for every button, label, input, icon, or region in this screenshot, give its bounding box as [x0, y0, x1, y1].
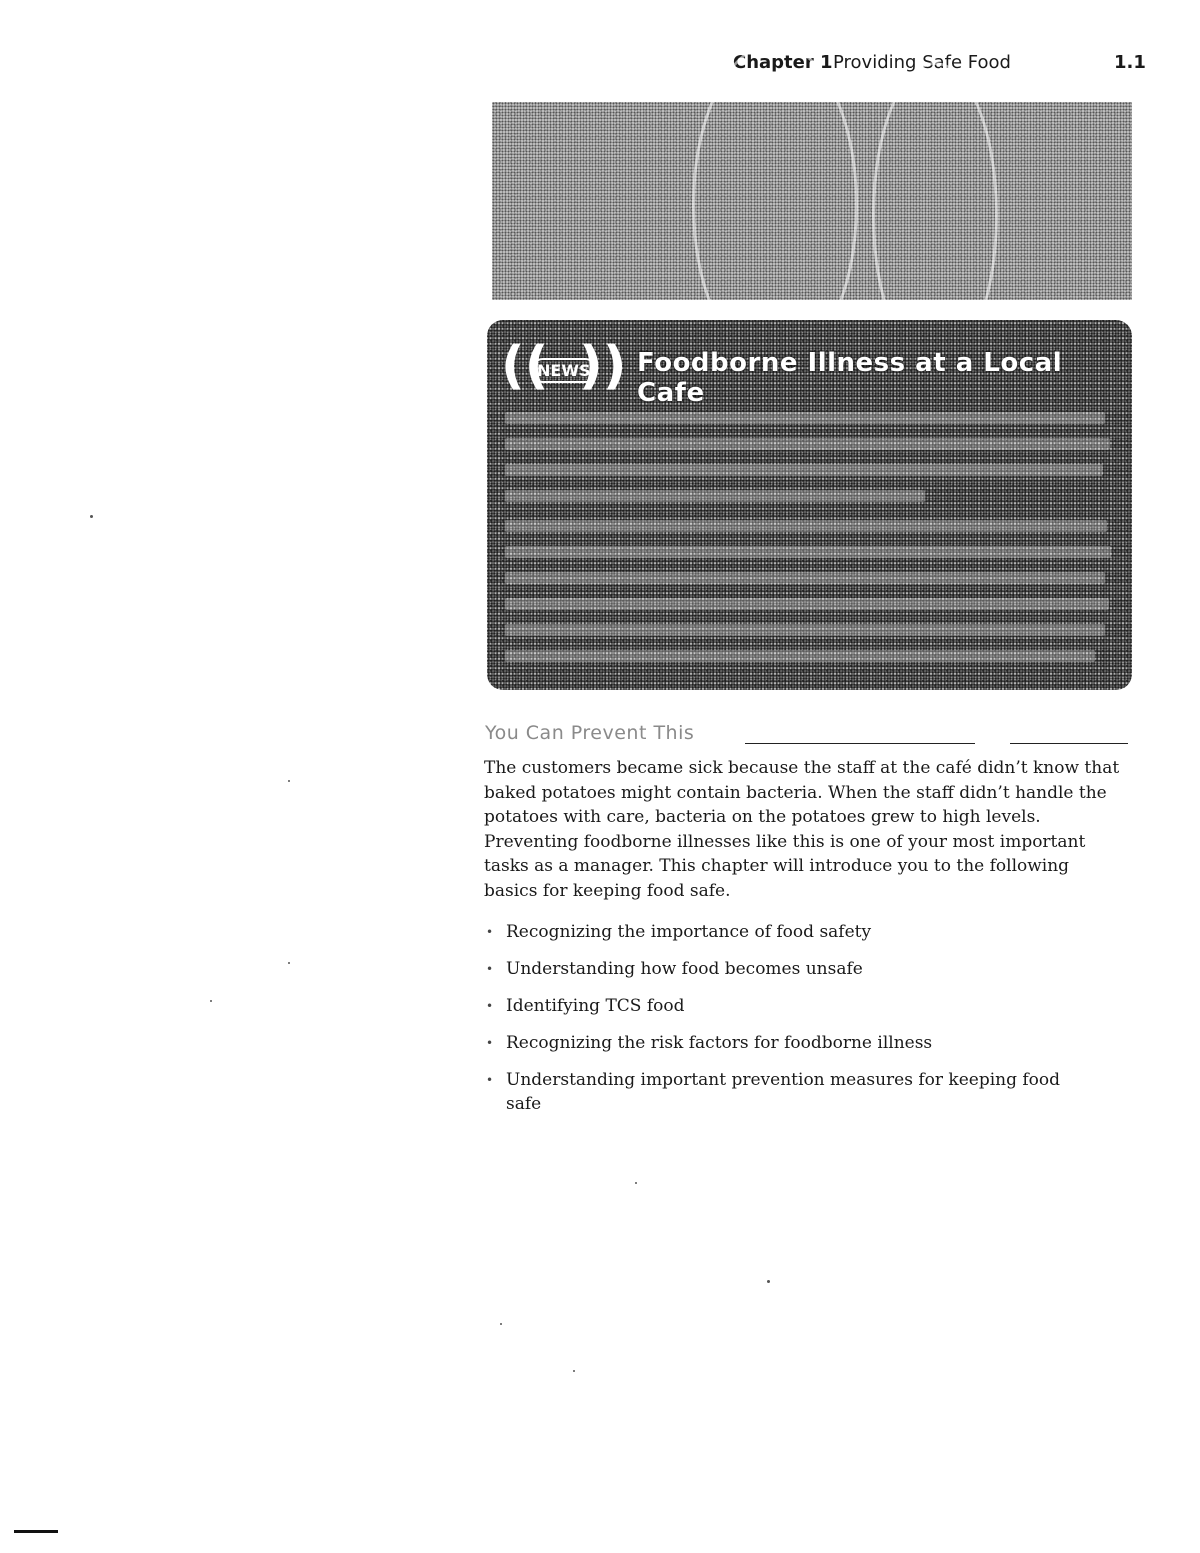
scan-speck	[635, 1182, 637, 1184]
bullet-icon: •	[486, 1036, 494, 1050]
list-item: • Understanding important prevention measures for keeping food safe	[486, 1070, 1061, 1114]
scan-speck	[288, 780, 290, 782]
intro-paragraph: The customers became sick because the staff at the café didn’t know that baked potatoes might contain bacteria. When the staff didn’t handle the potatoes with care, bacteria on the potatoes grew to high levels. Preventing foodborne illnesses like this is one of your most important tasks as a manager. This chapter will introduce you to the following basics for keeping food safe.	[484, 758, 1120, 901]
scan-speck	[767, 1280, 770, 1283]
bullet-icon: •	[486, 962, 494, 976]
news-text-line	[505, 624, 1105, 636]
scan-speck	[500, 1323, 502, 1325]
scan-speck	[288, 962, 290, 964]
scan-speck	[573, 1370, 575, 1372]
page-number: 1.1	[1114, 52, 1146, 73]
list-item: • Recognizing the risk factors for foodborne illness	[486, 1033, 933, 1053]
news-text-line	[505, 520, 1107, 532]
news-text-line	[505, 572, 1105, 584]
bullet-icon: •	[486, 999, 494, 1013]
scan-mark	[14, 1530, 58, 1533]
news-text-line	[505, 438, 1110, 450]
news-text-line	[505, 464, 1103, 476]
list-item: • Recognizing the importance of food safety	[486, 922, 872, 942]
news-icon: (( NEWS ))	[501, 336, 627, 396]
news-text-line	[505, 650, 1095, 662]
chapter-photo	[492, 102, 1132, 300]
section-heading: You Can Prevent This	[485, 722, 695, 744]
news-text-line	[505, 546, 1111, 558]
running-header	[0, 52, 1200, 82]
chapter-label: Chapter 1	[733, 52, 833, 73]
news-story-box	[487, 320, 1132, 690]
bullet-icon: •	[486, 1073, 494, 1087]
news-text-line	[505, 412, 1105, 424]
news-text-line	[505, 490, 925, 502]
heading-rule	[745, 743, 975, 744]
scan-speck	[90, 515, 93, 518]
heading-rule	[1010, 743, 1128, 744]
news-badge-label: NEWS	[531, 358, 597, 383]
news-text-line	[505, 598, 1109, 610]
topic-list	[484, 920, 1084, 1129]
scan-speck	[210, 1000, 212, 1002]
news-title: Foodborne Illness at a Local Cafe	[637, 348, 1063, 408]
bullet-icon: •	[486, 925, 494, 939]
list-item: • Understanding how food becomes unsafe	[486, 959, 863, 979]
list-item: • Identifying TCS food	[486, 996, 685, 1016]
chapter-title: Providing Safe Food	[833, 52, 1011, 73]
